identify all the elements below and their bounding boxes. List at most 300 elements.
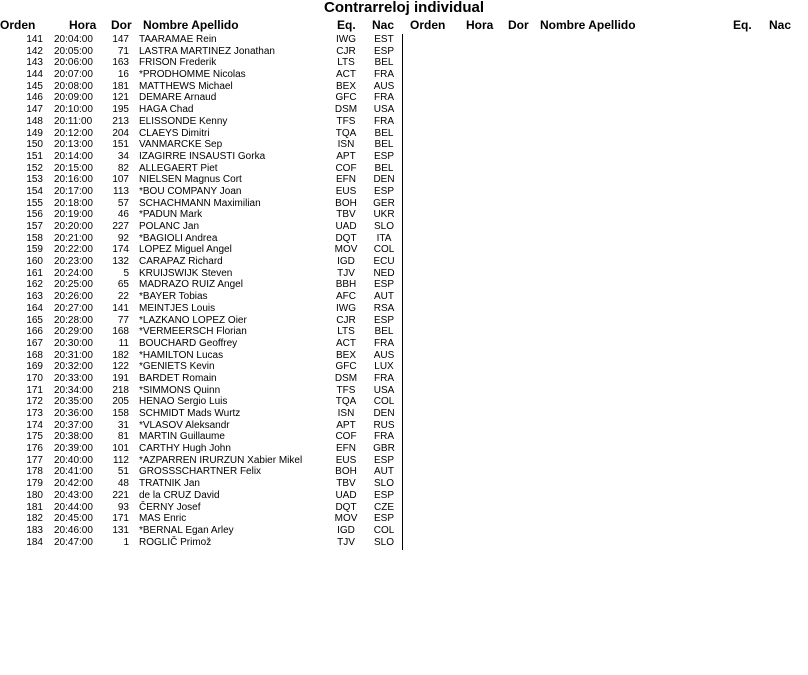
hora-cell: 20:14:00	[54, 150, 93, 162]
orden-cell: 160	[26, 256, 43, 268]
header-dor-right: Dor	[508, 18, 529, 32]
rider-name-cell: MATTHEWS Michael	[139, 80, 233, 92]
nationality-cell: BEL	[374, 127, 394, 139]
hora-cell: 20:42:00	[54, 478, 93, 490]
rider-name-cell: ROGLIČ Primož	[139, 536, 212, 548]
table-row	[0, 420, 402, 432]
team-cell: ISN	[337, 139, 355, 151]
orden-cell: 164	[26, 302, 43, 314]
team-cell: EFN	[336, 174, 356, 186]
hora-cell: 20:33:00	[54, 372, 93, 384]
nationality-cell: BEL	[374, 57, 394, 69]
nationality-cell: CZE	[374, 501, 394, 513]
nationality-cell: SLO	[373, 536, 394, 548]
nationality-cell: USA	[373, 384, 395, 396]
dorsal-cell: 107	[112, 174, 129, 186]
nationality-cell: FRA	[374, 69, 394, 81]
dorsal-cell: 112	[113, 454, 129, 466]
dorsal-cell: 221	[112, 489, 129, 501]
team-cell: ISN	[337, 408, 355, 419]
nationality-cell: GBR	[373, 443, 395, 455]
team-cell: EUS	[335, 185, 357, 197]
table-row	[0, 174, 402, 186]
header-orden: Orden	[0, 18, 36, 32]
orden-cell: 150	[26, 139, 43, 151]
table-row	[0, 502, 402, 514]
team-cell: APT	[336, 150, 356, 162]
hora-cell: 20:11:00	[54, 115, 93, 127]
dorsal-cell: 218	[112, 384, 129, 396]
dorsal-cell: 113	[113, 185, 129, 197]
table-row	[0, 361, 402, 373]
rider-name-cell: TRATNIK Jan	[139, 478, 200, 490]
orden-cell: 167	[26, 337, 43, 349]
hora-cell: 20:30:00	[54, 337, 93, 349]
rider-name-cell: SCHMIDT Mads Wurtz	[139, 408, 241, 419]
hora-cell: 20:44:00	[54, 501, 93, 513]
dorsal-cell: 51	[117, 466, 129, 478]
orden-cell: 178	[26, 466, 43, 478]
table-row	[0, 92, 402, 104]
hora-cell: 20:04:00	[54, 34, 93, 45]
hora-cell: 20:25:00	[54, 279, 93, 291]
nationality-cell: ESP	[373, 513, 394, 525]
table-row	[0, 525, 402, 537]
rider-name-cell: *GENIETS Kevin	[139, 361, 215, 373]
table-row	[0, 186, 402, 198]
dorsal-cell: 181	[112, 80, 129, 92]
table-row	[0, 315, 402, 327]
team-cell: DQT	[335, 232, 357, 244]
nationality-cell: DEN	[373, 408, 395, 419]
rider-name-cell: IZAGIRRE INSAUSTI Gorka	[139, 150, 266, 162]
nationality-cell: NED	[373, 267, 395, 279]
hora-cell: 20:41:00	[54, 466, 93, 478]
dorsal-cell: 182	[112, 349, 129, 361]
table-row	[0, 291, 402, 303]
nationality-cell: BEL	[374, 326, 394, 338]
dorsal-cell: 131	[112, 524, 129, 536]
orden-cell: 179	[26, 478, 43, 490]
orden-cell: 183	[26, 524, 43, 536]
rider-name-cell: ELISSONDE Kenny	[139, 115, 228, 127]
nationality-cell: USA	[373, 104, 395, 116]
dorsal-cell: 57	[117, 197, 129, 209]
orden-cell: 148	[26, 115, 43, 127]
team-cell: CJR	[336, 45, 356, 57]
dorsal-cell: 121	[112, 92, 129, 104]
team-cell: ACT	[336, 69, 356, 81]
orden-cell: 143	[26, 57, 43, 69]
table-row	[0, 373, 402, 385]
nationality-cell: ESP	[373, 279, 394, 291]
rider-name-cell: ČERNY Josef	[139, 501, 201, 513]
hora-cell: 20:45:00	[54, 513, 93, 525]
orden-cell: 176	[26, 443, 43, 455]
table-row	[0, 46, 402, 58]
dorsal-cell: 31	[117, 419, 129, 431]
hora-cell: 20:15:00	[54, 162, 93, 174]
rider-name-cell: *BAGIOLI Andrea	[139, 232, 218, 244]
rider-name-cell: *VERMEERSCH Florian	[139, 326, 247, 338]
table-row	[0, 326, 402, 338]
orden-cell: 152	[26, 162, 43, 174]
rider-name-cell: *BERNAL Egan Arley	[139, 524, 234, 536]
team-cell: IWG	[336, 302, 356, 314]
hora-cell: 20:38:00	[54, 431, 93, 443]
orden-cell: 166	[26, 326, 43, 338]
table-row	[0, 128, 402, 140]
team-cell: DQT	[335, 501, 357, 513]
rider-name-cell: *VLASOV Aleksandr	[139, 419, 230, 431]
hora-cell: 20:22:00	[54, 244, 93, 256]
team-cell: TFS	[336, 384, 356, 396]
team-cell: COF	[335, 431, 357, 443]
rider-name-cell: *PADUN Mark	[139, 209, 203, 221]
table-row	[0, 350, 402, 362]
rider-name-cell: de la CRUZ David	[139, 489, 220, 501]
orden-cell: 168	[26, 349, 43, 361]
team-cell: TFS	[336, 115, 356, 127]
nationality-cell: ESP	[373, 454, 394, 466]
orden-cell: 141	[26, 34, 43, 45]
nationality-cell: RSA	[373, 302, 395, 314]
table-row	[0, 34, 402, 46]
team-cell: LTS	[337, 57, 355, 69]
hora-cell: 20:31:00	[54, 349, 93, 361]
rider-name-cell: ALLEGAERT Piet	[139, 162, 218, 174]
dorsal-cell: 65	[117, 279, 129, 291]
dorsal-cell: 82	[117, 162, 129, 174]
hora-cell: 20:17:00	[54, 185, 93, 197]
dorsal-cell: 11	[118, 337, 129, 349]
hora-cell: 20:37:00	[54, 419, 93, 431]
orden-cell: 173	[26, 408, 43, 419]
dorsal-cell: 122	[112, 361, 129, 373]
rider-name-cell: KRUIJSWIJK Steven	[139, 267, 233, 279]
table-row	[0, 69, 402, 81]
team-cell: COF	[335, 162, 357, 174]
team-cell: TBV	[336, 478, 356, 490]
rider-name-cell: DEMARE Arnaud	[139, 92, 217, 104]
table-row	[0, 163, 402, 175]
table-row	[0, 431, 402, 443]
table-row	[0, 198, 402, 210]
nationality-cell: BEL	[374, 162, 394, 174]
team-cell: IGD	[337, 524, 355, 536]
table-row	[0, 455, 402, 467]
team-cell: BEX	[335, 80, 356, 92]
team-cell: BBH	[335, 279, 357, 291]
team-cell: ACT	[336, 337, 356, 349]
hora-cell: 20:21:00	[54, 232, 93, 244]
orden-cell: 145	[26, 80, 43, 92]
rider-name-cell: TAARAMAE Rein	[139, 34, 217, 45]
nationality-cell: ECU	[373, 256, 395, 268]
rider-name-cell: FRISON Frederik	[139, 57, 217, 69]
dorsal-cell: 195	[112, 104, 129, 116]
table-row	[0, 490, 402, 502]
rider-name-cell: *BOU COMPANY Joan	[139, 185, 242, 197]
nationality-cell: DEN	[373, 174, 395, 186]
nationality-cell: EST	[374, 34, 394, 45]
dorsal-cell: 168	[112, 326, 129, 338]
orden-cell: 177	[26, 454, 43, 466]
nationality-cell: AUS	[373, 80, 395, 92]
team-cell: MOV	[334, 244, 358, 256]
dorsal-cell: 16	[117, 69, 129, 81]
table-row	[0, 443, 402, 455]
rider-name-cell: GROSSSCHARTNER Felix	[139, 466, 262, 478]
orden-cell: 169	[26, 361, 43, 373]
rider-name-cell: MADRAZO RUIZ Angel	[139, 279, 243, 291]
table-row	[0, 408, 402, 420]
hora-cell: 20:39:00	[54, 443, 93, 455]
team-cell: APT	[336, 419, 356, 431]
table-row	[0, 256, 402, 268]
nationality-cell: FRA	[374, 92, 394, 104]
rider-name-cell: MAS Enric	[139, 513, 187, 525]
dorsal-cell: 92	[117, 232, 129, 244]
hora-cell: 20:27:00	[54, 302, 93, 314]
team-cell: EFN	[336, 443, 356, 455]
nationality-cell: RUS	[373, 419, 395, 431]
dorsal-cell: 147	[112, 34, 129, 45]
team-cell: UAD	[335, 489, 357, 501]
orden-cell: 162	[26, 279, 43, 291]
orden-cell: 146	[26, 92, 43, 104]
team-cell: MOV	[334, 513, 358, 525]
dorsal-cell: 1	[123, 536, 129, 548]
hora-cell: 20:19:00	[54, 209, 93, 221]
nationality-cell: BEL	[374, 139, 394, 151]
dorsal-cell: 34	[117, 150, 129, 162]
orden-cell: 142	[26, 45, 43, 57]
table-row	[0, 268, 402, 280]
hora-cell: 20:32:00	[54, 361, 93, 373]
dorsal-cell: 48	[117, 478, 129, 490]
dorsal-cell: 171	[112, 513, 129, 525]
hora-cell: 20:28:00	[54, 314, 93, 326]
nationality-cell: ESP	[373, 185, 394, 197]
orden-cell: 184	[26, 536, 43, 548]
column-divider	[402, 34, 403, 550]
team-cell: UAD	[335, 221, 357, 232]
rider-name-cell: LOPEZ Miguel Angel	[139, 244, 232, 256]
table-row	[0, 537, 402, 549]
team-cell: IWG	[336, 34, 356, 45]
rider-name-cell: VANMARCKE Sep	[139, 139, 223, 151]
orden-cell: 157	[26, 221, 43, 232]
orden-cell: 163	[26, 291, 43, 303]
dorsal-cell: 77	[117, 314, 129, 326]
orden-cell: 182	[26, 513, 43, 525]
team-cell: EUS	[335, 454, 357, 466]
rider-name-cell: BOUCHARD Geoffrey	[139, 337, 238, 349]
nationality-cell: COL	[373, 524, 395, 536]
nationality-cell: AUS	[373, 349, 395, 361]
dorsal-cell: 22	[117, 291, 129, 303]
team-cell: BOH	[335, 197, 357, 209]
dorsal-cell: 204	[112, 127, 129, 139]
nationality-cell: COL	[373, 244, 395, 256]
rider-name-cell: *BAYER Tobias	[139, 291, 208, 303]
dorsal-cell: 191	[112, 372, 129, 384]
header-orden-right: Orden	[410, 18, 446, 32]
dorsal-cell: 227	[112, 221, 129, 232]
table-row	[0, 385, 402, 397]
page-title: Contrarreloj individual	[323, 0, 485, 16]
table-row	[0, 104, 402, 116]
nationality-cell: FRA	[374, 431, 394, 443]
dorsal-cell: 81	[117, 431, 129, 443]
dorsal-cell: 174	[112, 244, 129, 256]
rider-name-cell: CLAEYS Dimitri	[139, 127, 210, 139]
hora-cell: 20:35:00	[54, 396, 93, 408]
header-dor: Dor	[111, 18, 132, 32]
rider-name-cell: HAGA Chad	[139, 104, 194, 116]
orden-cell: 180	[26, 489, 43, 501]
orden-cell: 170	[26, 372, 43, 384]
rider-name-cell: LASTRA MARTINEZ Jonathan	[139, 45, 275, 57]
orden-cell: 165	[26, 314, 43, 326]
orden-cell: 158	[26, 232, 43, 244]
dorsal-cell: 132	[112, 256, 129, 268]
table-row	[0, 139, 402, 151]
nationality-cell: GER	[373, 197, 395, 209]
orden-cell: 161	[26, 267, 43, 279]
dorsal-cell: 158	[112, 408, 129, 419]
nationality-cell: ESP	[373, 314, 394, 326]
nationality-cell: ITA	[376, 232, 392, 244]
rider-name-cell: POLANC Jan	[139, 221, 200, 232]
team-cell: CJR	[336, 314, 356, 326]
nationality-cell: LUX	[374, 361, 394, 373]
table-row	[0, 116, 402, 128]
nationality-cell: ESP	[373, 45, 394, 57]
team-cell: GFC	[335, 92, 357, 104]
rider-name-cell: *HAMILTON Lucas	[139, 349, 224, 361]
nationality-cell: ESP	[373, 489, 394, 501]
dorsal-cell: 71	[117, 45, 129, 57]
dorsal-cell: 46	[117, 209, 129, 221]
dorsal-cell: 151	[112, 139, 129, 151]
team-cell: TQA	[335, 396, 357, 408]
dorsal-cell: 101	[112, 443, 129, 455]
header-nacionalidad: Nac	[372, 18, 395, 32]
hora-cell: 20:43:00	[54, 489, 93, 501]
table-row	[0, 151, 402, 163]
nationality-cell: COL	[373, 396, 395, 408]
dorsal-cell: 205	[112, 396, 129, 408]
orden-cell: 147	[26, 104, 43, 116]
header-nacionalidad-right: Nac	[769, 18, 792, 32]
rider-name-cell: *SIMMONS Quinn	[139, 384, 221, 396]
dorsal-cell: 5	[123, 267, 129, 279]
orden-cell: 181	[26, 501, 43, 513]
header-hora-right: Hora	[466, 18, 494, 32]
orden-cell: 175	[26, 431, 43, 443]
hora-cell: 20:20:00	[54, 221, 93, 232]
rider-name-cell: NIELSEN Magnus Cort	[139, 174, 242, 186]
nationality-cell: FRA	[374, 372, 394, 384]
table-row	[0, 233, 402, 245]
table-row	[0, 57, 402, 69]
rider-name-cell: *LAZKANO LOPEZ Oier	[139, 314, 247, 326]
rider-name-cell: *AZPARREN IRURZUN Xabier Mikel	[139, 454, 303, 466]
team-cell: BOH	[335, 466, 357, 478]
rider-name-cell: BARDET Romain	[139, 372, 217, 384]
team-cell: DSM	[334, 104, 358, 116]
dorsal-cell: 213	[112, 115, 129, 127]
rider-name-cell: SCHACHMANN Maximilian	[139, 197, 261, 209]
nationality-cell: UKR	[373, 209, 395, 221]
hora-cell: 20:13:00	[54, 139, 93, 151]
orden-cell: 144	[26, 69, 43, 81]
team-cell: BEX	[335, 349, 356, 361]
dorsal-cell: 163	[112, 57, 129, 69]
orden-cell: 171	[26, 384, 43, 396]
table-row	[0, 209, 402, 221]
orden-cell: 153	[26, 174, 43, 186]
orden-cell: 159	[26, 244, 43, 256]
hora-cell: 20:05:00	[54, 45, 93, 57]
table-row	[0, 303, 402, 315]
table-row	[0, 81, 402, 93]
hora-cell: 20:16:00	[54, 174, 93, 186]
header-hora: Hora	[69, 18, 97, 32]
hora-cell: 20:12:00	[54, 127, 93, 139]
rider-name-cell: HENAO Sergio Luis	[139, 396, 228, 408]
header-equipo-right: Eq.	[733, 18, 752, 32]
hora-cell: 20:09:00	[54, 92, 93, 104]
rider-name-cell: CARTHY Hugh John	[139, 443, 231, 455]
orden-cell: 151	[26, 150, 43, 162]
table-row	[0, 478, 402, 490]
orden-cell: 154	[26, 185, 43, 197]
nationality-cell: SLO	[373, 221, 394, 232]
team-cell: TBV	[336, 209, 356, 221]
rider-name-cell: MARTIN Guillaume	[139, 431, 225, 443]
orden-cell: 156	[26, 209, 43, 221]
table-row	[0, 244, 402, 256]
table-row	[0, 466, 402, 478]
nationality-cell: SLO	[373, 478, 394, 490]
hora-cell: 20:10:00	[54, 104, 93, 116]
hora-cell: 20:06:00	[54, 57, 93, 69]
hora-cell: 20:34:00	[54, 384, 93, 396]
team-cell: DSM	[334, 372, 358, 384]
dorsal-cell: 93	[117, 501, 129, 513]
nationality-cell: AUT	[374, 466, 394, 478]
nationality-cell: FRA	[374, 337, 394, 349]
orden-cell: 149	[26, 127, 43, 139]
team-cell: AFC	[336, 291, 356, 303]
team-cell: IGD	[337, 256, 355, 268]
table-row	[0, 396, 402, 408]
header-equipo: Eq.	[337, 18, 356, 32]
hora-cell: 20:47:00	[54, 536, 93, 548]
team-cell: TQA	[335, 127, 357, 139]
table-row	[0, 279, 402, 291]
orden-cell: 155	[26, 197, 43, 209]
team-cell: GFC	[335, 361, 357, 373]
rider-name-cell: MEINTJES Louis	[139, 302, 216, 314]
team-cell: TJV	[337, 267, 355, 279]
hora-cell: 20:24:00	[54, 267, 93, 279]
team-cell: LTS	[337, 326, 355, 338]
hora-cell: 20:18:00	[54, 197, 93, 209]
